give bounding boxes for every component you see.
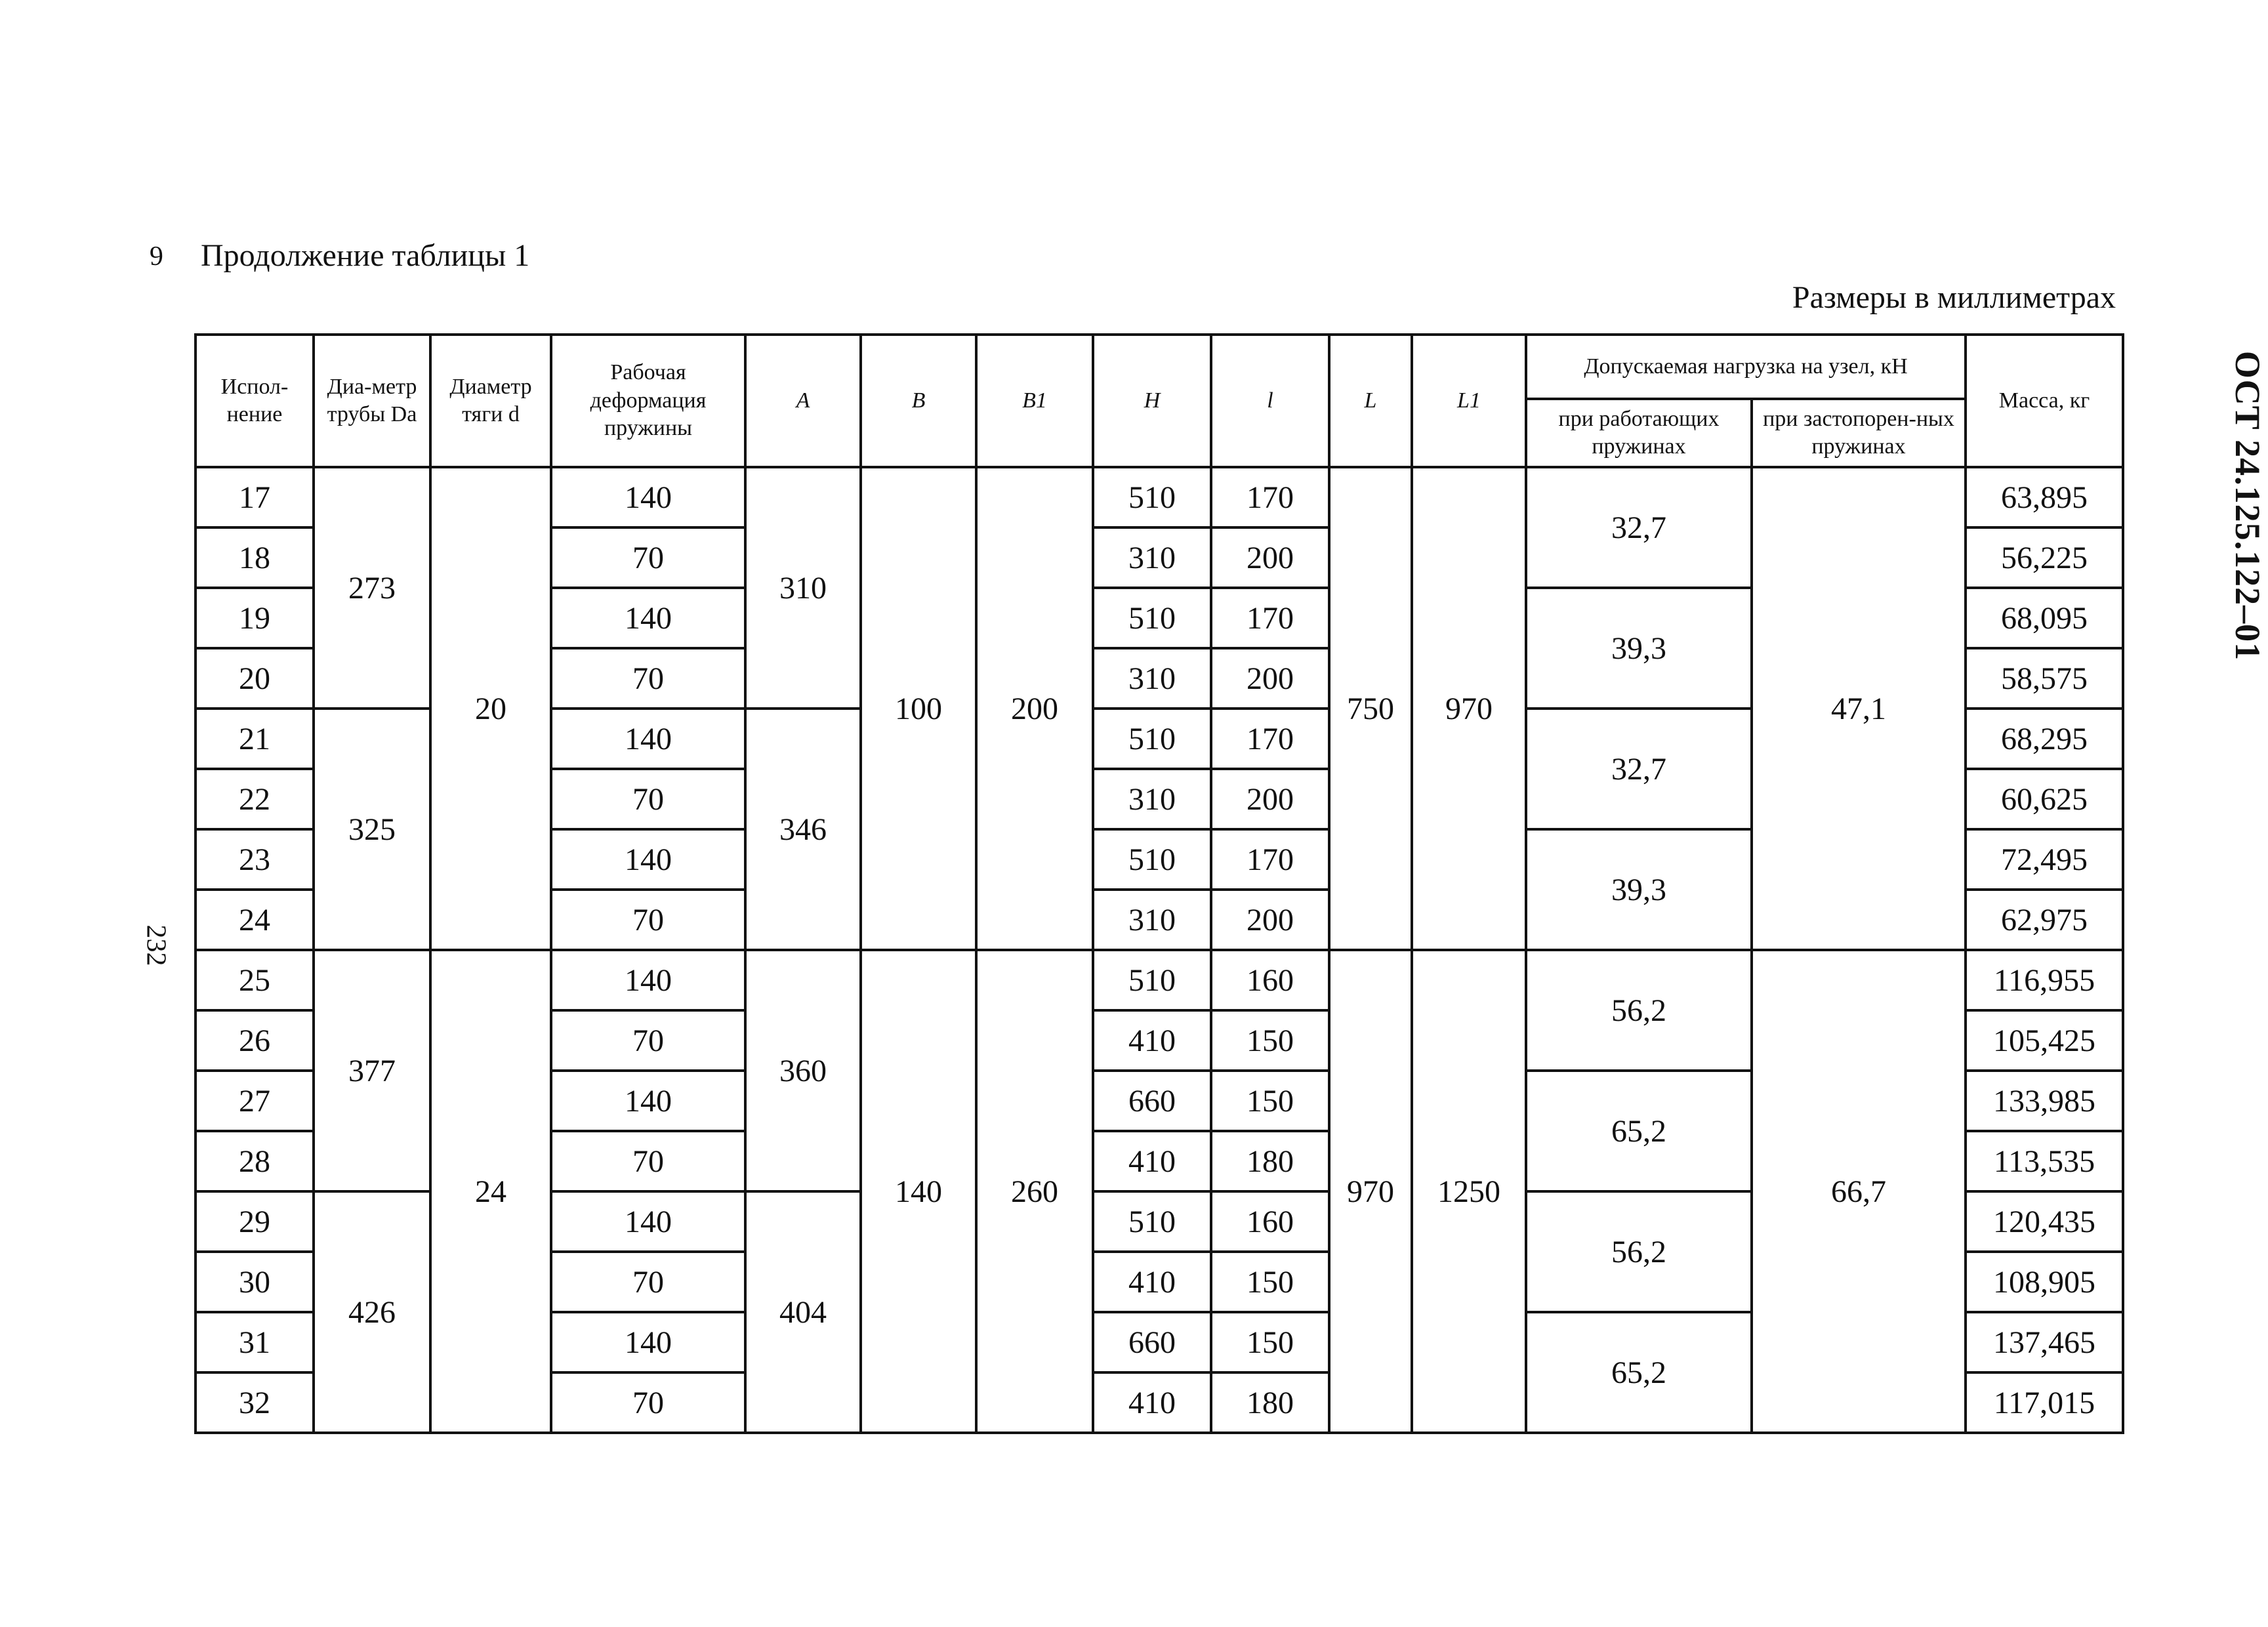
cell-l: 180 bbox=[1211, 1131, 1329, 1191]
cell-l: 180 bbox=[1211, 1372, 1329, 1433]
cell-load-locked: 47,1 bbox=[1752, 467, 1966, 950]
header-spring-deformation: Рабочая деформация пружины bbox=[551, 335, 745, 467]
cell-l: 170 bbox=[1211, 709, 1329, 769]
header-A: A bbox=[745, 335, 861, 467]
cell-H: 510 bbox=[1093, 1191, 1211, 1252]
header-mass: Масса, кг bbox=[1966, 335, 2123, 467]
cell-H: 310 bbox=[1093, 648, 1211, 709]
units-note: Размеры в миллиметрах bbox=[1792, 280, 2116, 315]
cell-isp: 30 bbox=[196, 1252, 314, 1312]
cell-L: 970 bbox=[1329, 950, 1412, 1433]
cell-deform: 70 bbox=[551, 1372, 745, 1433]
cell-deform: 140 bbox=[551, 950, 745, 1010]
table-row bbox=[196, 950, 2123, 1010]
cell-deform: 140 bbox=[551, 709, 745, 769]
cell-isp: 22 bbox=[196, 769, 314, 829]
cell-mass: 117,015 bbox=[1966, 1372, 2123, 1433]
cell-l: 150 bbox=[1211, 1252, 1329, 1312]
cell-H: 410 bbox=[1093, 1010, 1211, 1071]
cell-isp: 32 bbox=[196, 1372, 314, 1433]
cell-deform: 70 bbox=[551, 648, 745, 709]
cell-H: 510 bbox=[1093, 950, 1211, 1010]
header-rod-diameter: Диаметр тяги d bbox=[430, 335, 551, 467]
cell-pipe-diameter: 273 bbox=[314, 467, 430, 709]
cell-B1: 260 bbox=[976, 950, 1093, 1433]
header-ispolnenie: Испол-нение bbox=[196, 335, 314, 467]
cell-l: 200 bbox=[1211, 890, 1329, 950]
cell-mass: 63,895 bbox=[1966, 467, 2123, 527]
cell-load-working: 65,2 bbox=[1526, 1071, 1752, 1191]
cell-isp: 24 bbox=[196, 890, 314, 950]
cell-mass: 105,425 bbox=[1966, 1010, 2123, 1071]
cell-H: 510 bbox=[1093, 467, 1211, 527]
header-allowed-load: Допускаемая нагрузка на узел, кН bbox=[1526, 335, 1966, 399]
cell-B: 140 bbox=[861, 950, 976, 1433]
cell-L1: 1250 bbox=[1412, 950, 1526, 1433]
dimensions-table bbox=[194, 333, 2124, 1434]
cell-mass: 133,985 bbox=[1966, 1071, 2123, 1131]
cell-deform: 70 bbox=[551, 1131, 745, 1191]
cell-mass: 60,625 bbox=[1966, 769, 2123, 829]
cell-isp: 26 bbox=[196, 1010, 314, 1071]
header-pipe-diameter: Диа-метр трубы Da bbox=[314, 335, 430, 467]
cell-l: 150 bbox=[1211, 1312, 1329, 1372]
cell-isp: 21 bbox=[196, 709, 314, 769]
cell-mass: 56,225 bbox=[1966, 527, 2123, 588]
cell-H: 310 bbox=[1093, 527, 1211, 588]
cell-H: 660 bbox=[1093, 1312, 1211, 1372]
header-H: H bbox=[1093, 335, 1211, 467]
cell-pipe-diameter: 325 bbox=[314, 709, 430, 950]
header-load-working: при работающих пружинах bbox=[1526, 399, 1752, 467]
page-number-top: 6 bbox=[150, 240, 163, 270]
cell-mass: 120,435 bbox=[1966, 1191, 2123, 1252]
cell-l: 170 bbox=[1211, 588, 1329, 648]
cell-isp: 23 bbox=[196, 829, 314, 890]
cell-l: 160 bbox=[1211, 950, 1329, 1010]
cell-rod-diameter: 24 bbox=[430, 950, 551, 1433]
cell-H: 510 bbox=[1093, 588, 1211, 648]
cell-load-working: 56,2 bbox=[1526, 950, 1752, 1071]
cell-A: 404 bbox=[745, 1191, 861, 1433]
cell-isp: 28 bbox=[196, 1131, 314, 1191]
cell-l: 200 bbox=[1211, 769, 1329, 829]
cell-mass: 68,295 bbox=[1966, 709, 2123, 769]
cell-load-working: 65,2 bbox=[1526, 1312, 1752, 1433]
cell-load-working: 32,7 bbox=[1526, 467, 1752, 588]
cell-pipe-diameter: 377 bbox=[314, 950, 430, 1191]
cell-isp: 29 bbox=[196, 1191, 314, 1252]
cell-isp: 17 bbox=[196, 467, 314, 527]
cell-deform: 140 bbox=[551, 467, 745, 527]
cell-load-working: 39,3 bbox=[1526, 588, 1752, 709]
cell-l: 200 bbox=[1211, 648, 1329, 709]
header-L: L bbox=[1329, 335, 1412, 467]
cell-deform: 140 bbox=[551, 1312, 745, 1372]
header-B: B bbox=[861, 335, 976, 467]
cell-load-working: 32,7 bbox=[1526, 709, 1752, 829]
cell-l: 170 bbox=[1211, 467, 1329, 527]
cell-B1: 200 bbox=[976, 467, 1093, 950]
cell-H: 310 bbox=[1093, 890, 1211, 950]
table-row bbox=[196, 467, 2123, 527]
cell-A: 310 bbox=[745, 467, 861, 709]
cell-l: 170 bbox=[1211, 829, 1329, 890]
cell-H: 510 bbox=[1093, 829, 1211, 890]
cell-H: 410 bbox=[1093, 1372, 1211, 1433]
document-code: ОСТ 24.125.122–01 bbox=[2228, 350, 2268, 661]
cell-deform: 70 bbox=[551, 1010, 745, 1071]
header-B1: B1 bbox=[976, 335, 1093, 467]
cell-deform: 140 bbox=[551, 588, 745, 648]
cell-H: 410 bbox=[1093, 1131, 1211, 1191]
cell-isp: 18 bbox=[196, 527, 314, 588]
header-L1: L1 bbox=[1412, 335, 1526, 467]
cell-mass: 113,535 bbox=[1966, 1131, 2123, 1191]
cell-deform: 140 bbox=[551, 1191, 745, 1252]
cell-l: 200 bbox=[1211, 527, 1329, 588]
table-caption: Продолжение таблицы 1 bbox=[201, 238, 530, 273]
cell-H: 410 bbox=[1093, 1252, 1211, 1312]
cell-mass: 72,495 bbox=[1966, 829, 2123, 890]
cell-A: 360 bbox=[745, 950, 861, 1191]
cell-mass: 137,465 bbox=[1966, 1312, 2123, 1372]
cell-deform: 70 bbox=[551, 890, 745, 950]
cell-isp: 19 bbox=[196, 588, 314, 648]
cell-H: 310 bbox=[1093, 769, 1211, 829]
cell-isp: 20 bbox=[196, 648, 314, 709]
cell-deform: 70 bbox=[551, 1252, 745, 1312]
cell-mass: 108,905 bbox=[1966, 1252, 2123, 1312]
cell-deform: 70 bbox=[551, 527, 745, 588]
header-load-locked: при застопорен-ных пружинах bbox=[1752, 399, 1966, 467]
cell-mass: 58,575 bbox=[1966, 648, 2123, 709]
cell-A: 346 bbox=[745, 709, 861, 950]
cell-deform: 140 bbox=[551, 1071, 745, 1131]
cell-B: 100 bbox=[861, 467, 976, 950]
header-l: l bbox=[1211, 335, 1329, 467]
cell-l: 150 bbox=[1211, 1071, 1329, 1131]
cell-isp: 25 bbox=[196, 950, 314, 1010]
cell-load-locked: 66,7 bbox=[1752, 950, 1966, 1433]
cell-H: 510 bbox=[1093, 709, 1211, 769]
cell-mass: 68,095 bbox=[1966, 588, 2123, 648]
cell-rod-diameter: 20 bbox=[430, 467, 551, 950]
cell-mass: 62,975 bbox=[1966, 890, 2123, 950]
cell-pipe-diameter: 426 bbox=[314, 1191, 430, 1433]
page-number-side: 232 bbox=[140, 924, 171, 966]
cell-isp: 31 bbox=[196, 1312, 314, 1372]
cell-L: 750 bbox=[1329, 467, 1412, 950]
cell-l: 150 bbox=[1211, 1010, 1329, 1071]
cell-isp: 27 bbox=[196, 1071, 314, 1131]
cell-deform: 70 bbox=[551, 769, 745, 829]
cell-mass: 116,955 bbox=[1966, 950, 2123, 1010]
cell-load-working: 56,2 bbox=[1526, 1191, 1752, 1312]
cell-H: 660 bbox=[1093, 1071, 1211, 1131]
cell-deform: 140 bbox=[551, 829, 745, 890]
cell-L1: 970 bbox=[1412, 467, 1526, 950]
cell-l: 160 bbox=[1211, 1191, 1329, 1252]
cell-load-working: 39,3 bbox=[1526, 829, 1752, 950]
